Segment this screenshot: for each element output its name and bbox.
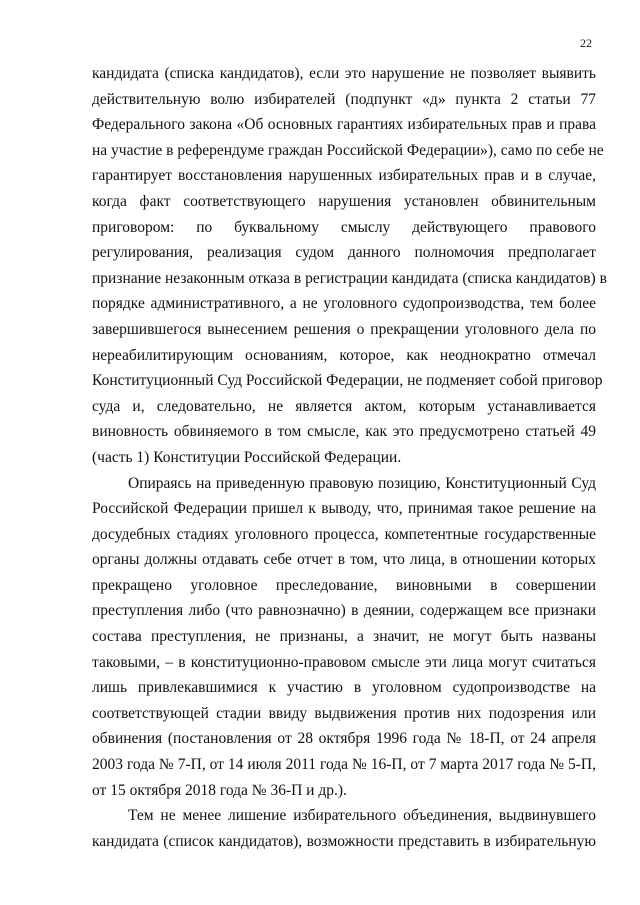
paragraph-2 <box>92 471 596 804</box>
text-line: когда факт соответствующего нарушения установлен обвинительным <box>92 192 596 210</box>
text-line: 2003 года № 7-П, от 14 июля 2011 года № 16-П, от 7 марта 2017 года № 5-П, <box>92 756 596 774</box>
text-line: нереабилитирующим основаниям, которое, как неоднократно отмечал <box>92 346 596 364</box>
text-line: суда и, следовательно, не является актом, которым устанавливается <box>92 397 596 415</box>
text-line: Конституционный Суд Российской Федерации, не подменяет собой приговор <box>92 372 603 390</box>
paragraph-1 <box>92 61 607 471</box>
text-line: завершившегося вынесением решения о прекращении уголовного дела по <box>92 320 596 338</box>
text-line: соответствующей стадии ввиду выдвижения против них подозрения или <box>92 704 596 722</box>
text-line: приговором: по буквальному смыслу действующего правового <box>92 218 596 236</box>
text-line: прекращено уголовное преследование, виновными в совершении <box>92 576 596 594</box>
text-line: признание незаконным отказа в регистрации кандидата (списка кандидатов) в <box>92 269 607 287</box>
text-line: гарантирует восстановления нарушенных избирательных прав и в случае, <box>92 167 596 185</box>
text-line: досудебных стадиях уголовного процесса, компетентные государственные <box>92 525 596 543</box>
text-line: Федерального закона «Об основных гарантиях избирательных прав и права <box>92 116 596 134</box>
text-line: на участие в референдуме граждан Российской Федерации»), само по себе не <box>92 141 604 159</box>
text-line: регулирования, реализация судом данного полномочия предполагает <box>92 244 596 262</box>
text-line: преступления либо (что равнозначно) в деянии, содержащем все признаки <box>92 602 596 620</box>
text-line: состава преступления, не признаны, а значит, не могут быть названы <box>92 628 596 646</box>
text-line: кандидата (списка кандидатов), если это нарушение не позволяет выявить <box>92 65 596 82</box>
text-line: обвинения (постановления от 28 октября 1996 года № 18-П, от 24 апреля <box>92 730 596 748</box>
text-line: Тем не менее лишение избирательного объединения, выдвинувшего <box>128 807 596 825</box>
text-line: действительную волю избирателей (подпункт «д» пункта 2 статьи 77 <box>92 90 596 108</box>
text-line: таковыми, – в конституционно-правовом смысле эти лица могут считаться <box>92 653 596 671</box>
document-body <box>92 61 607 854</box>
text-line: кандидата (список кандидатов), возможности представить в избирательную <box>92 832 596 850</box>
text-line: Российской Федерации пришел к выводу, что, принимая такое решение на <box>92 500 596 518</box>
text-line: (часть 1) Конституции Российской Федерации. <box>92 448 402 466</box>
paragraph-3 <box>92 803 596 854</box>
text-line: порядке административного, а не уголовного судопроизводства, тем более <box>92 295 596 313</box>
text-line: органы должны отдавать себе отчет в том, что лица, в отношении которых <box>92 551 596 569</box>
page-number: 22 <box>580 36 592 50</box>
text-line: Опираясь на приведенную правовую позицию, Конституционный Суд <box>128 474 596 492</box>
text-line: виновность обвиняемого в том смысле, как это предусмотрено статьей 49 <box>92 423 596 441</box>
text-line: от 15 октября 2018 года № 36-П и др.). <box>92 781 347 799</box>
text-line: лишь привлекавшимися к участию в уголовном судопроизводстве на <box>92 679 596 697</box>
